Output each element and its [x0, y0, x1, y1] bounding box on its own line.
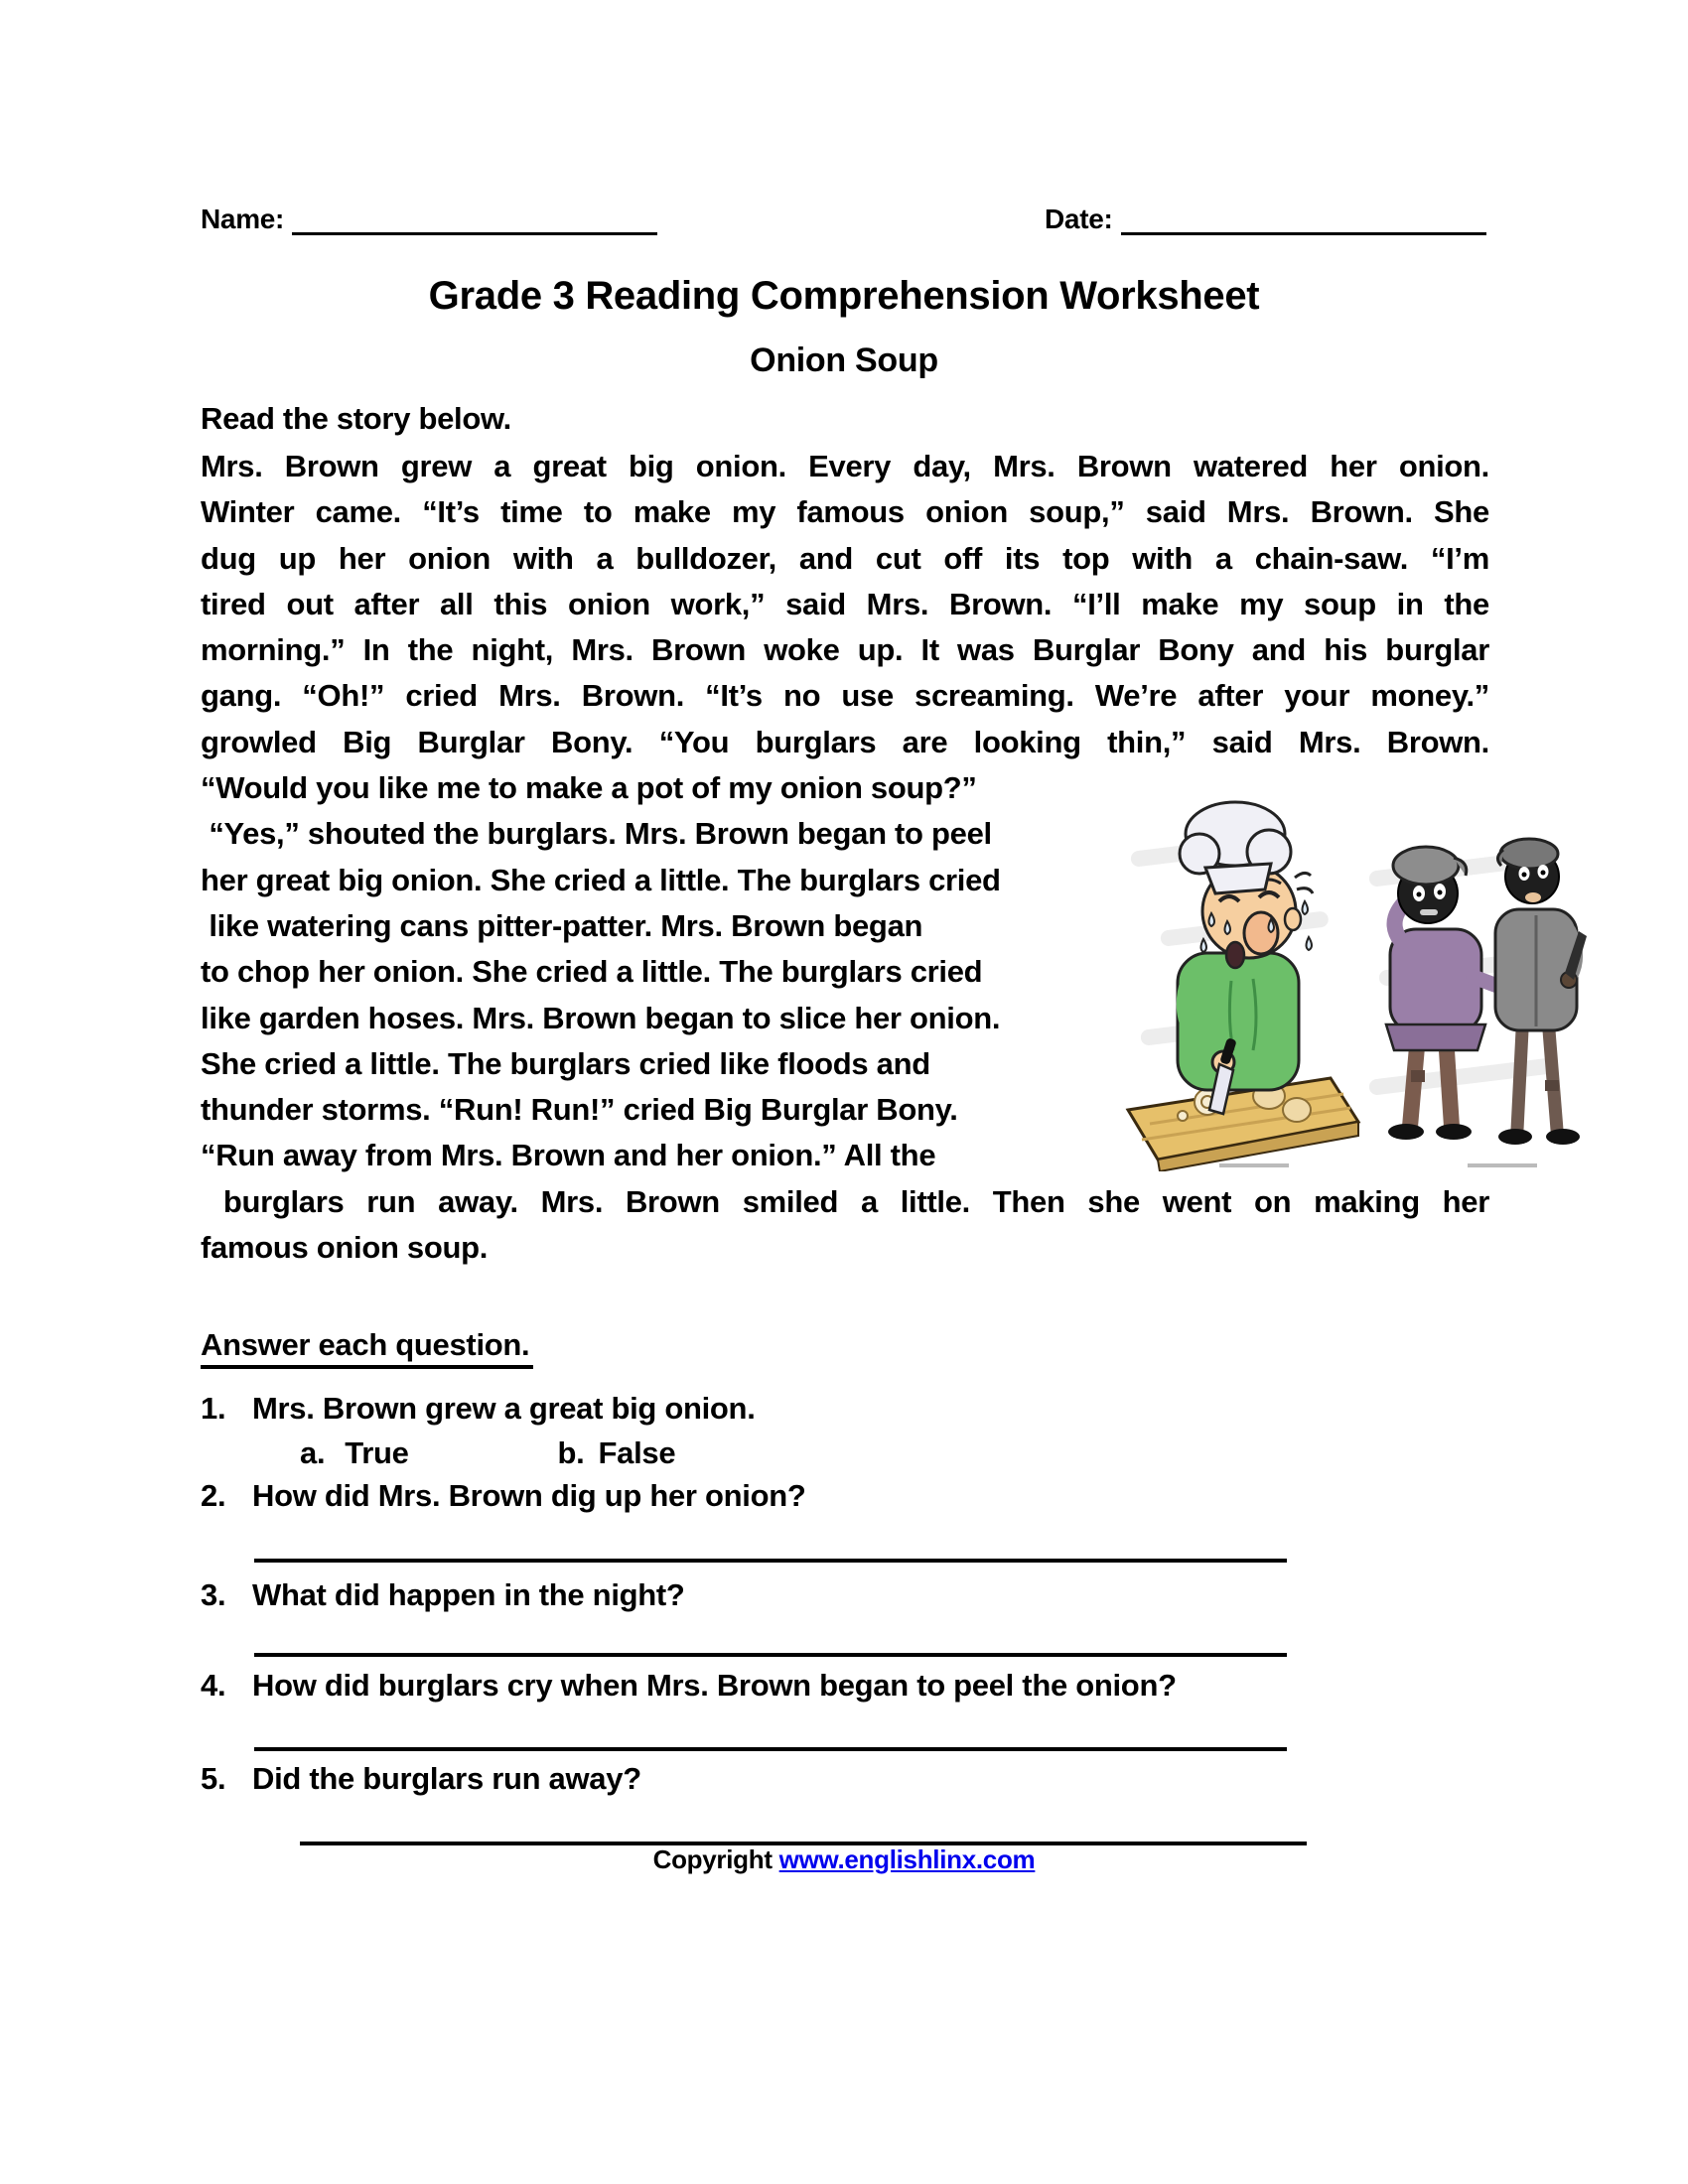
story-line: Winter came. “It’s time to make my famous onion soup,” said Mrs. Brown. She: [201, 494, 1489, 530]
chef-nose: [1244, 912, 1278, 954]
chef-mouth: [1226, 942, 1244, 968]
copyright-label: Copyright: [652, 1844, 773, 1874]
story-line: “Would you like me to make a pot of my onion soup?”: [201, 770, 977, 806]
chef-ear: [1285, 908, 1301, 930]
name-field-group: [201, 199, 657, 235]
hair-wisps: [1295, 873, 1313, 893]
story-line: like garden hoses. Mrs. Brown began to slice her onion.: [201, 1000, 1001, 1035]
question-1: [201, 1386, 1489, 1432]
story-title: Onion Soup: [750, 341, 938, 379]
page-title: Grade 3 Reading Comprehension Worksheet: [428, 274, 1260, 318]
questions-heading: Answer each question.: [201, 1327, 533, 1369]
name-label: Name:: [201, 204, 285, 234]
cutting-board: [1128, 1078, 1358, 1171]
burglar-two: [1495, 839, 1587, 1145]
story-line: tired out after all this onion work,” said Mrs. Brown. “I’ll make my soup in the: [201, 586, 1489, 621]
answer-line-2[interactable]: [254, 1529, 1287, 1563]
story-line: “Run away from Mrs. Brown and her onion.” All the: [201, 1138, 936, 1173]
question-4: [201, 1663, 1489, 1708]
burglar-one-shoe: [1388, 1124, 1424, 1140]
story-line: like watering cans pitter-patter. Mrs. Brown began: [201, 907, 923, 943]
question-text: How did burglars cry when Mrs. Brown began to peel the onion?: [252, 1668, 1177, 1703]
story-illustration: [1120, 782, 1589, 1171]
story-line: her great big onion. She cried a little. The burglars cried: [201, 862, 1001, 897]
caption-line-right: [1468, 1163, 1537, 1167]
question-3: [201, 1572, 1489, 1618]
burglar-one-hood: [1393, 847, 1459, 885]
story-line: burglars run away. Mrs. Brown smiled a little. Then she went on making her: [201, 1183, 1489, 1219]
name-input-line[interactable]: [292, 199, 657, 235]
question-2: [201, 1473, 1489, 1519]
question-number: 2.: [201, 1478, 226, 1513]
answer-line-3[interactable]: [254, 1623, 1287, 1657]
option-b-text[interactable]: False: [598, 1435, 676, 1470]
story-line: thunder storms. “Run! Run!” cried Big Burglar Bony.: [201, 1092, 958, 1128]
option-a-label[interactable]: a.: [300, 1435, 326, 1470]
story-line: dug up her onion with a bulldozer, and cut off its top with a chain-saw. “I’m: [201, 540, 1489, 576]
story-line: famous onion soup.: [201, 1230, 489, 1266]
burglar-two-shoe: [1546, 1129, 1580, 1145]
question-5: [201, 1756, 1489, 1802]
question-1-options: [201, 1431, 675, 1476]
story-line: morning.” In the night, Mrs. Brown woke up. It was Burglar Bony and his burglar: [201, 632, 1489, 668]
story-instruction: Read the story below.: [201, 401, 511, 436]
story-line: gang. “Oh!” cried Mrs. Brown. “It’s no use screaming. We’re after your money.”: [201, 678, 1489, 714]
caption-line-left: [1219, 1163, 1289, 1167]
question-number: 5.: [201, 1761, 226, 1796]
question-number: 4.: [201, 1668, 226, 1703]
story-line: Mrs. Brown grew a great big onion. Every day, Mrs. Brown watered her onion.: [201, 449, 1489, 483]
footer: [0, 1844, 1688, 1875]
option-b-label[interactable]: b.: [557, 1435, 585, 1470]
burglar-one-shoe: [1436, 1124, 1472, 1140]
burglar-two-chin: [1525, 892, 1541, 902]
story-line: She cried a little. The burglars cried like floods and: [201, 1045, 930, 1081]
question-text: Mrs. Brown grew a great big onion.: [252, 1391, 756, 1426]
story-line: “Yes,” shouted the burglars. Mrs. Brown began to peel: [201, 816, 992, 852]
date-input-line[interactable]: [1121, 199, 1486, 235]
question-text: How did Mrs. Brown dig up her onion?: [252, 1478, 806, 1513]
question-text: What did happen in the night?: [252, 1577, 685, 1612]
question-number: 1.: [201, 1391, 226, 1426]
question-number: 3.: [201, 1577, 226, 1612]
story-line: to chop her onion. She cried a little. The burglars cried: [201, 954, 983, 990]
answer-line-4[interactable]: [254, 1717, 1287, 1751]
copyright-link[interactable]: www.englishlinx.com: [778, 1844, 1036, 1874]
burglars-figure: [1386, 839, 1587, 1167]
burglar-two-cap: [1500, 839, 1558, 869]
answer-line-5[interactable]: [300, 1812, 1307, 1845]
date-field-group: [1045, 199, 1486, 235]
date-label: Date:: [1045, 204, 1113, 234]
burglar-one-mouth: [1420, 909, 1438, 915]
story-line: growled Big Burglar Bony. “You burglars are looking thin,” said Mrs. Brown.: [201, 724, 1489, 759]
option-a-text[interactable]: True: [345, 1435, 409, 1470]
burglar-two-shoe: [1498, 1129, 1532, 1145]
question-text: Did the burglars run away?: [252, 1761, 641, 1796]
